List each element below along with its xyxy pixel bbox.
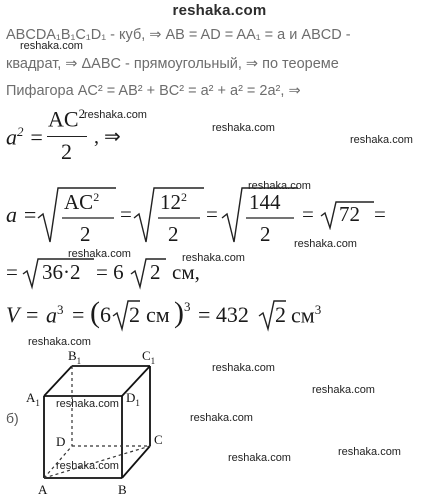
vertex-a: A [38, 482, 48, 497]
site-title[interactable]: reshaka.com [172, 2, 267, 19]
f1-den: 2 [61, 139, 72, 164]
vertex-d1: $D_1$ [126, 390, 140, 408]
f4-eq-3: = 432 [198, 302, 249, 327]
f2-eq-1: = [120, 202, 132, 226]
f3-inner: 36·2 [42, 260, 81, 284]
watermark: reshaka.com [56, 398, 119, 410]
vertex-b: B [118, 482, 127, 497]
watermark: reshaka.com [248, 180, 311, 192]
f4-cm: см [146, 302, 170, 327]
formula-4 [6, 296, 306, 336]
watermark: reshaka.com [182, 252, 245, 264]
watermark: reshaka.com [228, 452, 291, 464]
f3-unit: см, [172, 260, 200, 284]
f2-eq-2: = [206, 202, 218, 226]
formula-2 [6, 184, 436, 250]
f4-v: V [6, 302, 20, 327]
text-line-2: квадрат, ⇒ ΔABC - прямоугольный, ⇒ по теореме [6, 56, 339, 72]
f4-2a: 2 [129, 302, 140, 327]
f2-den-1: 2 [80, 222, 91, 246]
f3-2: 2 [150, 260, 161, 284]
text-line-1: ABCDA₁B₁C₁D₁ - куб, ⇒ AB = AD = AA₁ = a и ABCD - [6, 27, 351, 43]
f2-den-2: 2 [168, 222, 179, 246]
vertex-d: D [56, 434, 66, 449]
f2-num-1: $AC^2$ [64, 190, 100, 214]
f1-num: $AC^2$ [48, 106, 86, 132]
watermark: reshaka.com [294, 238, 357, 250]
vertex-b1: $B_1$ [68, 348, 82, 366]
f4-rparen: )$^3$ [174, 296, 191, 329]
watermark: reshaka.com [212, 122, 275, 134]
f4-unit: $см^3$ [291, 302, 322, 328]
watermark: reshaka.com [350, 134, 413, 146]
f2-72: 72 [339, 202, 360, 226]
f1-bar [47, 136, 87, 137]
f4-2b: 2 [275, 302, 286, 327]
f1-tail: , ⇒ [94, 126, 121, 148]
f2-lhs: a = [6, 202, 38, 227]
f4-eq-1: = [26, 302, 39, 327]
f2-num-3: 144 [249, 190, 281, 214]
f2-eq-4: = [374, 202, 386, 226]
f2-eq-3: = [302, 202, 314, 226]
watermark: reshaka.com [84, 109, 147, 121]
f4-6: 6 [100, 302, 111, 327]
formula-3 [6, 256, 206, 290]
vertex-c1: $C_1$ [142, 348, 156, 366]
f3-eq: = [6, 260, 18, 284]
f2-den-3: 2 [260, 222, 271, 246]
watermark: reshaka.com [190, 412, 253, 424]
watermark: reshaka.com [338, 446, 401, 458]
cube-figure [0, 340, 200, 500]
site-header [0, 2, 439, 20]
f4-eq-2: = [72, 302, 85, 327]
watermark: reshaka.com [20, 40, 83, 52]
f4-lparen: ( [90, 296, 100, 329]
f4-a: $a^3$ [46, 302, 64, 328]
f1-lhs: $a^2$ = [6, 124, 44, 150]
f2-num-2: $12^2$ [160, 190, 187, 214]
watermark: reshaka.com [68, 248, 131, 260]
vertex-a1: $A_1$ [26, 390, 40, 408]
vertex-c: C [154, 432, 163, 447]
edge-b-c [122, 446, 150, 478]
watermark: reshaka.com [28, 336, 91, 348]
edge-a1-d1 [44, 366, 72, 396]
watermark: reshaka.com [56, 460, 119, 472]
text-line-3: Пифагора AC² = AB² + BC² = a² + a² = 2a², ⇒ [6, 83, 301, 99]
watermark: reshaka.com [212, 362, 275, 374]
part-label: б) [6, 410, 19, 426]
f3-eq-2: = 6 [96, 260, 124, 284]
watermark: reshaka.com [312, 384, 375, 396]
